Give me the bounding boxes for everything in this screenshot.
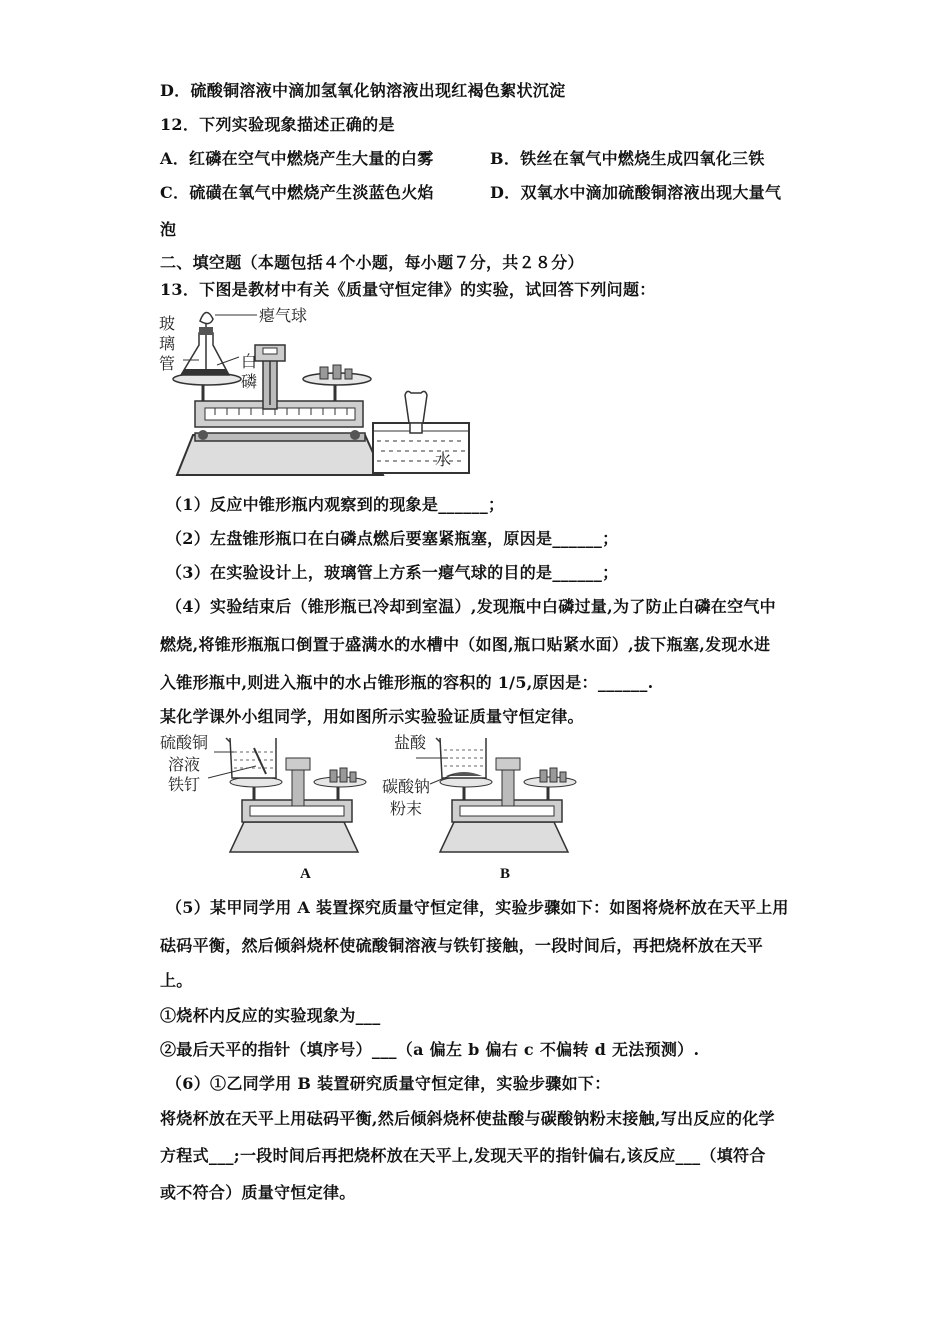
label-glass-tube-3: 管 <box>159 354 176 373</box>
q13-stem: 13．下图是教材中有关《质量守恒定律》的实验，试回答下列问题： <box>160 280 656 299</box>
q13-sub5-line3: 上。 <box>160 971 193 990</box>
section-title: 二、填空题（本题包括４个小题，每小题７分，共２８分） <box>160 253 584 272</box>
label-hydrochloric-acid: 盐酸 <box>394 733 427 752</box>
label-white-phosphorus-1: 白 <box>241 352 258 371</box>
caption-b: B <box>500 866 511 882</box>
q12-option-a: A．红磷在空气中燃烧产生大量的白雾 <box>160 149 434 168</box>
q13-sub6-line1: （6）①乙同学用 B 装置研究质量守恒定律，实验步骤如下： <box>166 1074 611 1093</box>
label-iron-nail: 铁钉 <box>168 775 201 794</box>
balance-b <box>416 738 576 852</box>
label-powder: 粉末 <box>390 799 423 818</box>
q13-sub3: （3）在实验设计上，玻璃管上方系一瘪气球的目的是______； <box>166 563 619 582</box>
balance-figure <box>155 305 475 480</box>
q12-option-d-cont: 泡 <box>160 220 177 239</box>
q13-sub6-line4: 或不符合）质量守恒定律。 <box>160 1183 356 1202</box>
q13-sub2: （2）左盘锥形瓶口在白磷点燃后要塞紧瓶塞，原因是______； <box>166 529 619 548</box>
q13-sub4-line1: （4）实验结束后（锥形瓶已冷却到室温）,发现瓶中白磷过量,为了防止白磷在空气中 <box>166 597 776 616</box>
q13-sub6-line2: 将烧杯放在天平上用砝码平衡,然后倾斜烧杯使盐酸与碳酸钠粉末接触,写出反应的化学 <box>160 1109 775 1128</box>
q11-option-d: D．硫酸铜溶液中滴加氢氧化钠溶液出现红褐色絮状沉淀 <box>160 81 566 100</box>
q13-sub5-line2: 砝码平衡，然后倾斜烧杯使硫酸铜溶液与铁钉接触，一段时间后，再把烧杯放在天平 <box>160 936 764 955</box>
q12-option-b: B．铁丝在氧气中燃烧生成四氧化三铁 <box>490 149 765 168</box>
caption-a: A <box>300 866 311 882</box>
q13-sub5-line1: （5）某甲同学用 A 装置探究质量守恒定律，实验步骤如下：如图将烧杯放在天平上用 <box>166 898 789 917</box>
q12-option-c: C．硫磺在氧气中燃烧产生淡蓝色火焰 <box>160 183 434 202</box>
label-balloon: 瘪气球 <box>259 306 308 325</box>
q13-sub4-line2: 燃烧,将锥形瓶瓶口倒置于盛满水的水槽中（如图,瓶口贴紧水面）,拔下瓶塞,发现水进 <box>160 635 771 654</box>
label-water: 水 <box>435 450 452 469</box>
q13-sub6-line3: 方程式___;一段时间后再把烧杯放在天平上,发现天平的指针偏右,该反应___（填符合 <box>160 1146 766 1165</box>
q12-option-d: D．双氧水中滴加硫酸铜溶液出现大量气 <box>490 183 782 202</box>
label-white-phosphorus-2: 磷 <box>241 372 258 391</box>
label-glass-tube-1: 玻 <box>159 314 176 333</box>
label-sodium-carbonate: 碳酸钠 <box>382 777 431 796</box>
q12-stem: 12．下列实验现象描述正确的是 <box>160 115 395 134</box>
q13-sub1: （1）反应中锥形瓶内观察到的现象是______； <box>166 495 505 514</box>
label-copper-sulfate: 硫酸铜 <box>160 733 209 752</box>
label-glass-tube-2: 璃 <box>159 334 176 353</box>
q13-group-intro: 某化学课外小组同学，用如图所示实验验证质量守恒定律。 <box>160 707 584 726</box>
label-solution: 溶液 <box>168 755 201 774</box>
q13-sub5-ii: ②最后天平的指针（填序号）___（a 偏左 b 偏右 c 不偏转 d 无法预测）. <box>160 1040 700 1059</box>
q13-sub4-line3: 入锥形瓶中,则进入瓶中的水占锥形瓶的容积的 1/5,原因是：______. <box>160 673 654 692</box>
q13-sub5-i: ①烧杯内反应的实验现象为___ <box>160 1006 381 1025</box>
balance-a <box>208 738 366 852</box>
balance-ab-figure <box>158 730 628 885</box>
